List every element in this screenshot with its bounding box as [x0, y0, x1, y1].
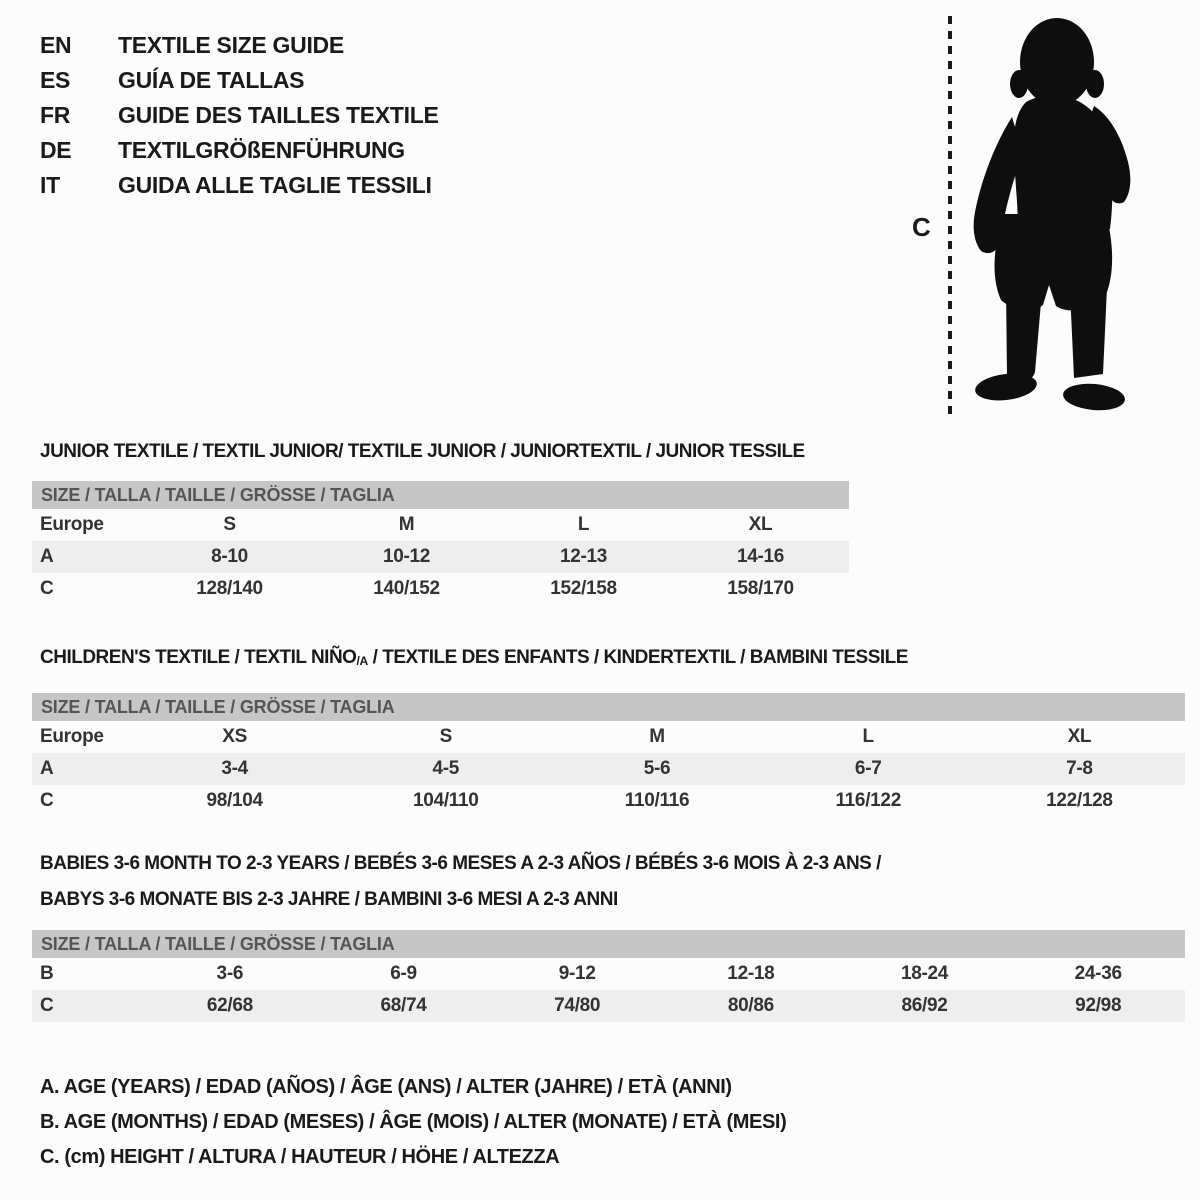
legend-line: A. AGE (YEARS) / EDAD (AÑOS) / ÂGE (ANS) / ALTER (JAHRE) / ETÀ (ANNI)	[40, 1076, 732, 1098]
size-value: 98/104	[206, 790, 263, 811]
table-row-a	[32, 541, 849, 573]
row-label: C	[40, 578, 54, 599]
table-header-bar: SIZE / TALLA / TAILLE / GRÖSSE / TAGLIA	[32, 693, 1185, 721]
size-value: L	[862, 726, 874, 747]
language-guide-title: TEXTILGRÖßENFÜHRUNG	[118, 137, 405, 163]
row-label: Europe	[40, 726, 104, 747]
size-value: 3-4	[221, 758, 248, 779]
table-row-europe	[32, 509, 849, 541]
size-value: 14-16	[736, 546, 785, 567]
size-value: 3-6	[216, 963, 244, 984]
row-label: C	[40, 790, 54, 811]
language-code: EN	[40, 32, 72, 58]
size-value: 122/128	[1046, 790, 1113, 811]
size-value: 80/86	[727, 995, 774, 1016]
table-row-a	[32, 753, 1185, 785]
size-value: 18-24	[900, 963, 949, 984]
size-value: 140/152	[373, 578, 440, 599]
table-row-europe	[32, 721, 1185, 753]
legend-line: C. (cm) HEIGHT / ALTURA / HAUTEUR / HÖHE / ALTEZZA	[40, 1146, 560, 1168]
language-guide-title: TEXTILE SIZE GUIDE	[118, 32, 344, 58]
size-value: 6-9	[390, 963, 417, 984]
size-value: XS	[222, 726, 247, 747]
size-value: 12-18	[727, 963, 775, 984]
height-measure-dashed-line	[948, 16, 952, 414]
language-code: FR	[40, 102, 71, 128]
table-header-bar: SIZE / TALLA / TAILLE / GRÖSSE / TAGLIA	[32, 930, 1185, 958]
size-value: 128/140	[196, 578, 263, 599]
language-guide-title: GUÍA DE TALLAS	[118, 67, 305, 93]
size-value: 92/98	[1075, 995, 1122, 1016]
section-title-text: / TEXTILE DES ENFANTS / KINDERTEXTIL / BAMBINI TESSILE	[367, 647, 908, 668]
language-row-es	[40, 63, 439, 98]
size-value: L	[577, 514, 590, 535]
language-code: DE	[40, 137, 72, 163]
size-value: 116/122	[835, 790, 901, 811]
size-value: 7-8	[1066, 758, 1093, 779]
size-value: 68/74	[380, 995, 427, 1016]
table-row-c	[32, 990, 1185, 1022]
size-value: 12-13	[559, 546, 608, 567]
height-measure-label: C	[912, 212, 931, 242]
size-value: 152/158	[550, 578, 617, 599]
row-label: B	[40, 963, 54, 984]
section-title-children	[40, 640, 908, 677]
table-row-c	[32, 573, 849, 605]
section-title-text: CHILDREN'S TEXTILE / TEXTIL NIÑO	[40, 647, 357, 668]
section-title-text: BABYS 3-6 MONATE BIS 2-3 JAHRE / BAMBINI 3-6 MESI A 2-3 ANNI	[40, 889, 618, 910]
size-value: S	[223, 514, 236, 535]
table-header-bar: SIZE / TALLA / TAILLE / GRÖSSE / TAGLIA	[32, 481, 849, 509]
table-row-b	[32, 958, 1185, 990]
size-value: 5-6	[643, 758, 671, 779]
language-code: ES	[40, 67, 71, 93]
language-row-en	[40, 28, 439, 63]
section-title-junior	[40, 434, 805, 470]
section-title-text: JUNIOR TEXTILE / TEXTIL JUNIOR/ TEXTILE JUNIOR / JUNIORTEXTIL / JUNIOR TESSILE	[40, 441, 805, 462]
measurement-legend	[40, 1070, 786, 1175]
toddler-silhouette-icon	[962, 14, 1142, 424]
language-row-fr	[40, 98, 439, 133]
legend-line: B. AGE (MONTHS) / EDAD (MESES) / ÂGE (MOIS) / ALTER (MONATE) / ETÀ (MESI)	[40, 1111, 787, 1133]
row-label: A	[40, 758, 54, 779]
size-value: 8-10	[211, 546, 248, 567]
size-table-babies	[32, 930, 1185, 1022]
size-value: XL	[748, 514, 773, 535]
row-label: A	[40, 546, 54, 567]
language-title-list	[40, 28, 439, 203]
size-value: 104/110	[413, 790, 479, 811]
size-value: XL	[1067, 726, 1092, 747]
language-guide-title: GUIDA ALLE TAGLIE TESSILI	[118, 172, 432, 198]
language-code: IT	[40, 172, 60, 198]
section-title-babies	[40, 846, 881, 918]
size-value: 6-7	[854, 758, 882, 779]
size-value: 62/68	[206, 995, 253, 1016]
size-value: 24-36	[1074, 963, 1122, 984]
size-value: M	[398, 514, 415, 535]
section-title-text: BABIES 3-6 MONTH TO 2-3 YEARS / BEBÉS 3-6 MESES A 2-3 AÑOS / BÉBÉS 3-6 MOIS À 2-3 ANS /	[40, 853, 881, 874]
size-value: 4-5	[432, 758, 460, 779]
size-value: 110/116	[624, 790, 690, 811]
size-value: 10-12	[382, 546, 431, 567]
row-label: Europe	[40, 514, 104, 535]
size-table-children	[32, 693, 1185, 817]
size-value: M	[649, 726, 665, 747]
language-row-de	[40, 133, 439, 168]
size-value: 9-12	[558, 963, 596, 984]
size-value: S	[439, 726, 452, 747]
size-value: 74/80	[554, 995, 601, 1016]
row-label: C	[40, 995, 54, 1016]
language-guide-title: GUIDE DES TAILLES TEXTILE	[118, 102, 439, 128]
language-row-it	[40, 168, 439, 203]
size-value: 86/92	[901, 995, 948, 1016]
table-row-c	[32, 785, 1185, 817]
section-title-text: /A	[356, 654, 368, 668]
size-value: 158/170	[727, 578, 794, 599]
size-table-junior	[32, 481, 849, 605]
